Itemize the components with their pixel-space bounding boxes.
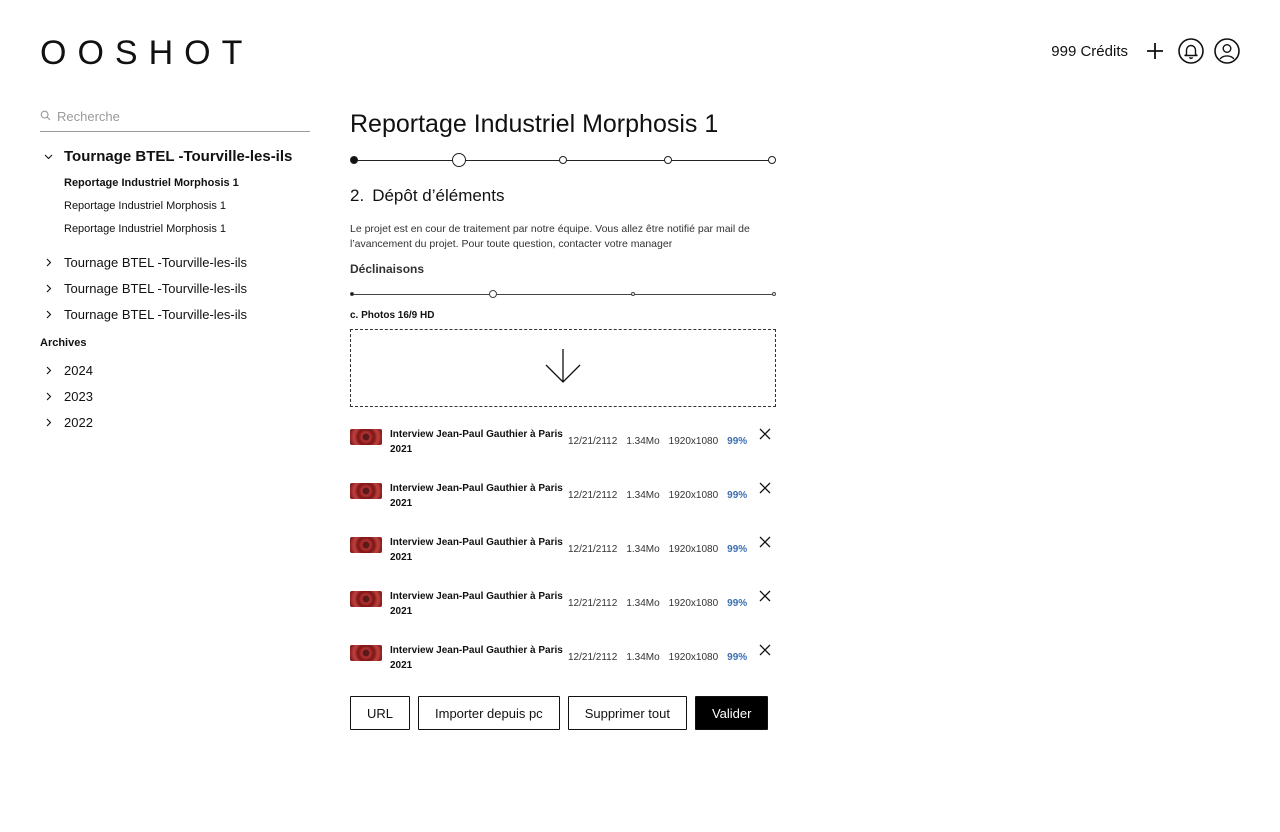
archive-year-label: 2023 (64, 388, 93, 404)
close-icon[interactable] (758, 427, 772, 441)
plus-icon[interactable] (1142, 38, 1168, 64)
archive-year-item[interactable] (40, 409, 310, 435)
header-actions (1051, 38, 1240, 64)
step-dot-4[interactable] (664, 156, 672, 164)
file-resolution: 1920x1080 (668, 490, 719, 501)
file-date: 12/21/2112 (568, 436, 618, 447)
file-meta (568, 652, 747, 663)
user-icon[interactable] (1214, 38, 1240, 64)
file-thumbnail (350, 645, 382, 661)
project-item[interactable] (40, 301, 310, 327)
main-content (350, 108, 776, 697)
project-item[interactable] (40, 275, 310, 301)
step-title-text: Dépôt d’éléments (372, 186, 505, 205)
validate-button[interactable]: Valider (695, 696, 769, 730)
file-size: 1.34Mo (626, 652, 660, 663)
file-size: 1.34Mo (626, 598, 660, 609)
import-from-pc-button[interactable]: Importer depuis pc (418, 696, 560, 730)
file-thumbnail (350, 429, 382, 445)
sub-item-active[interactable]: Reportage Industriel Morphosis 1 (64, 177, 239, 189)
chevron-right-icon (40, 284, 64, 293)
search-icon (40, 108, 51, 126)
file-meta (568, 598, 747, 609)
file-progress: 99% (727, 652, 748, 663)
declinaisons-label: Déclinaisons (350, 262, 425, 276)
chevron-right-icon (40, 258, 64, 267)
substep-dot-1[interactable] (350, 292, 354, 296)
sub-item[interactable]: Reportage Industriel Morphosis 1 (64, 200, 227, 212)
step-number: 2. (350, 186, 365, 205)
project-label: Tournage BTEL -Tourville-les-ils (64, 306, 248, 322)
sub-item[interactable]: Reportage Industriel Morphosis 1 (64, 223, 227, 235)
file-row (350, 589, 776, 643)
archive-year-label: 2024 (64, 362, 93, 378)
substep-dot-4[interactable] (772, 292, 776, 296)
file-progress: 99% (727, 598, 748, 609)
action-buttons (350, 696, 768, 730)
declinaison-sub-label: c. Photos 16/9 HD (350, 310, 435, 321)
file-progress: 99% (727, 490, 748, 501)
file-thumbnail (350, 537, 382, 553)
archive-year-item[interactable] (40, 383, 310, 409)
file-row (350, 427, 776, 481)
file-size: 1.34Mo (626, 436, 660, 447)
search-bar (40, 104, 310, 132)
file-row (350, 643, 776, 697)
project-label: Tournage BTEL -Tourville-les-ils (64, 280, 248, 296)
project-label: Tournage BTEL -Tourville-les-ils (64, 254, 248, 270)
url-button[interactable]: URL (350, 696, 410, 730)
file-list (350, 427, 776, 697)
step-description: Le projet est en cour de traitement par notre équipe. Vous allez être notifié par mail de l’avancement du projet. Pour toute question, contacter votre manager (350, 223, 750, 250)
close-icon[interactable] (758, 589, 772, 603)
file-row (350, 481, 776, 535)
archive-year-item[interactable] (40, 357, 310, 383)
substep-dot-2[interactable] (489, 290, 497, 298)
close-icon[interactable] (758, 643, 772, 657)
chevron-right-icon (40, 418, 64, 427)
sidebar (40, 104, 310, 435)
file-date: 12/21/2112 (568, 490, 618, 501)
file-name: Interview Jean-Paul Gauthier à Paris 2021 (390, 537, 563, 563)
file-meta (568, 436, 747, 447)
file-resolution: 1920x1080 (668, 652, 719, 663)
delete-all-button[interactable]: Supprimer tout (568, 696, 687, 730)
file-thumbnail (350, 591, 382, 607)
step-dot-3[interactable] (559, 156, 567, 164)
file-date: 12/21/2112 (568, 598, 618, 609)
chevron-right-icon (40, 392, 64, 401)
file-name: Interview Jean-Paul Gauthier à Paris 2021 (390, 483, 563, 509)
project-item[interactable] (40, 249, 310, 275)
step-dot-2[interactable] (452, 153, 466, 167)
close-icon[interactable] (758, 481, 772, 495)
credits-count: 999 Crédits (1051, 42, 1128, 60)
file-progress: 99% (727, 544, 748, 555)
file-resolution: 1920x1080 (668, 544, 719, 555)
project-list-collapsed (40, 249, 310, 327)
file-meta (568, 490, 747, 501)
step-title (350, 186, 776, 206)
file-size: 1.34Mo (626, 544, 660, 555)
step-dot-5[interactable] (768, 156, 776, 164)
logo[interactable]: OOSHOT (40, 34, 254, 72)
declinaisons-stepper (350, 288, 776, 300)
file-date: 12/21/2112 (568, 652, 618, 663)
arrow-down-icon (544, 347, 582, 390)
step-dot-1[interactable] (350, 156, 358, 164)
file-meta (568, 544, 747, 555)
search-input[interactable] (57, 109, 297, 124)
project-label: Tournage BTEL -Tourville-les-ils (64, 147, 293, 165)
chevron-down-icon (40, 152, 64, 161)
file-dropzone[interactable] (350, 329, 776, 407)
archives-title: Archives (40, 337, 87, 349)
substepper-line (352, 294, 774, 295)
bell-icon[interactable] (1178, 38, 1204, 64)
file-name: Interview Jean-Paul Gauthier à Paris 2021 (390, 591, 563, 617)
file-resolution: 1920x1080 (668, 598, 719, 609)
file-row (350, 535, 776, 589)
page-title: Reportage Industriel Morphosis 1 (350, 110, 719, 138)
file-name: Interview Jean-Paul Gauthier à Paris 2021 (390, 429, 563, 455)
project-stepper (350, 152, 776, 168)
archive-year-label: 2022 (64, 414, 93, 430)
file-resolution: 1920x1080 (668, 436, 719, 447)
project-sub-items (64, 176, 310, 245)
project-item-expanded[interactable] (40, 146, 310, 166)
file-size: 1.34Mo (626, 490, 660, 501)
file-date: 12/21/2112 (568, 544, 618, 555)
chevron-right-icon (40, 366, 64, 375)
file-thumbnail (350, 483, 382, 499)
substep-dot-3[interactable] (631, 292, 635, 296)
close-icon[interactable] (758, 535, 772, 549)
chevron-right-icon (40, 310, 64, 319)
file-name: Interview Jean-Paul Gauthier à Paris 2021 (390, 645, 563, 671)
file-progress: 99% (727, 436, 748, 447)
